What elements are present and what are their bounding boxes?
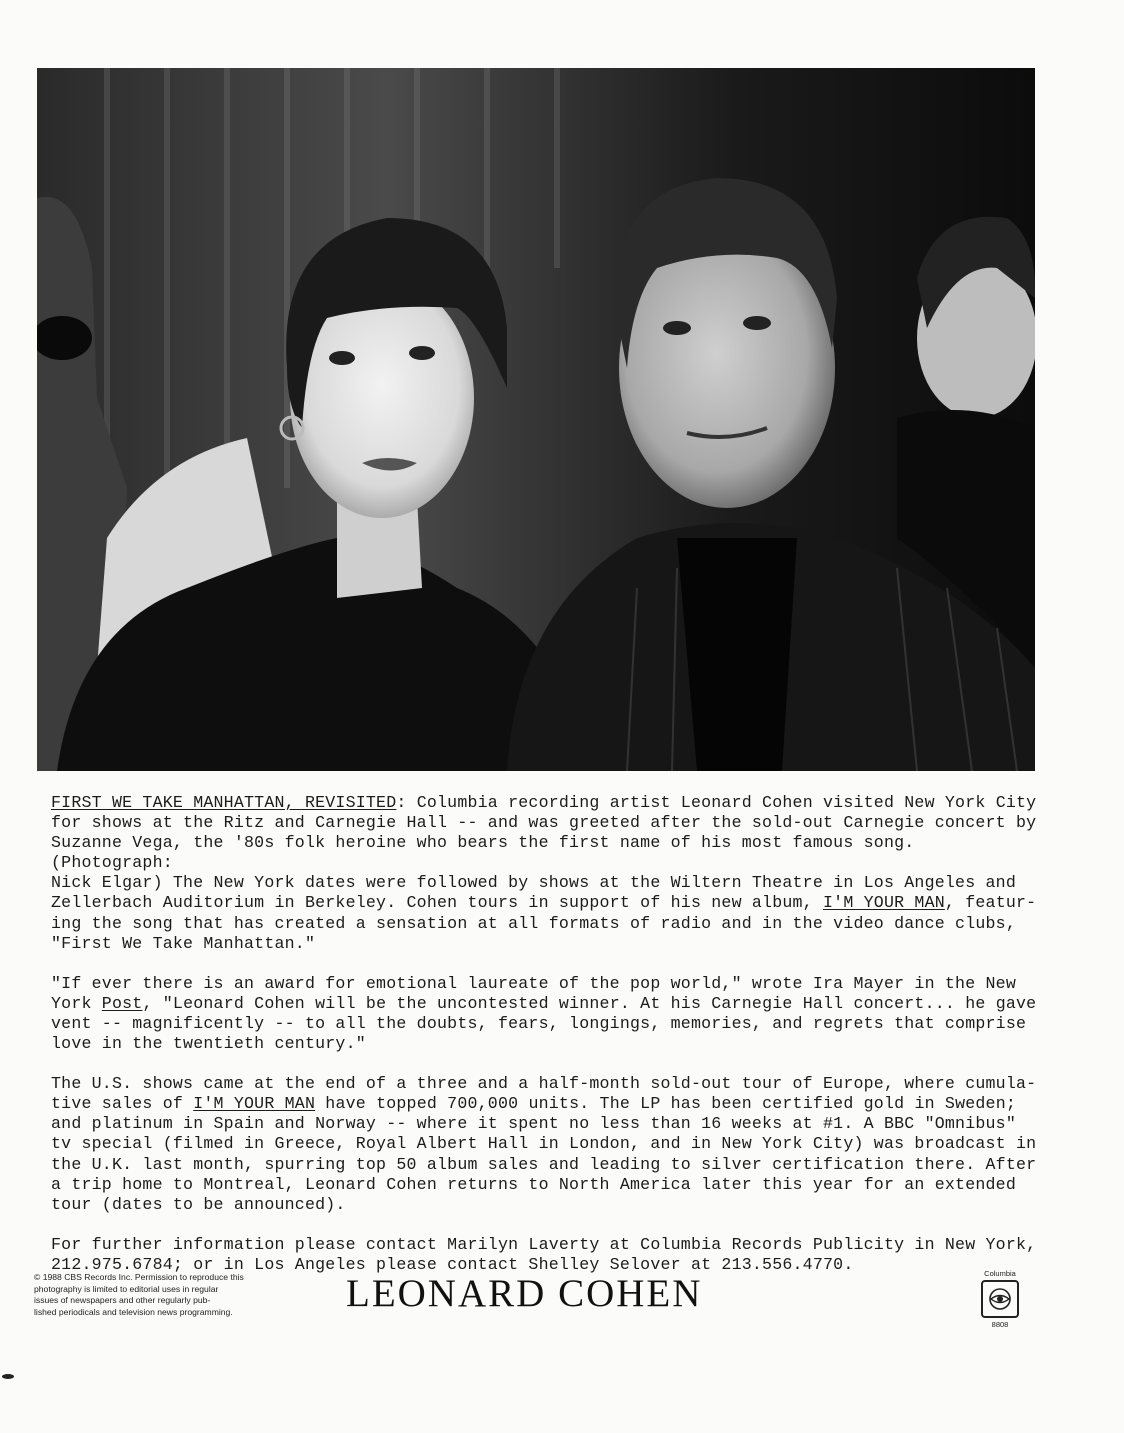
caption-p2-text-a: "If ever there is an award for emotional laureate of the pop world," wrote Ira Mayer in the New York <box>51 973 1016 1013</box>
columbia-eye-icon <box>981 1280 1019 1318</box>
copyright-line: lished periodicals and television news programming. <box>34 1306 233 1317</box>
caption-text <box>51 793 1041 1295</box>
copyright-line: © 1988 CBS Records Inc. Permission to reproduce this <box>34 1272 244 1282</box>
artist-name: LEONARD COHEN <box>346 1272 703 1315</box>
photo-illustration <box>37 68 1035 771</box>
label-name: Columbia <box>984 1269 1016 1278</box>
album-title-2: I'M YOUR MAN <box>193 1094 316 1114</box>
caption-paragraph-4: For further information please contact Marilyn Laverty at Columbia Records Publicity in New York, 212.975.6784; or in Los Angeles please contact Shelley Selover at 213.556.4770. <box>51 1234 1037 1274</box>
caption-paragraph-1 <box>51 793 1041 954</box>
publication-title: Post <box>101 993 143 1013</box>
copyright-line: issues of newspapers and other regularly pub- <box>34 1295 211 1306</box>
album-title: I'M YOUR MAN <box>823 893 945 913</box>
caption-p1-text-a: : Columbia recording artist Leonard Cohen visited New York City for shows at the Ritz and Carnegie Hall -- and was greeted after the sold-out Carnegie concert by Suzanne Vega, the '80s folk heroine who bears the first name of his most famous song. (Photograph: Nick Elgar) The New York dates were followed by shows at the Wiltern Theatre in Los Angeles and Zellerbach Auditorium in Berkeley. Cohen tours in support of his new album, <box>51 793 1037 913</box>
caption-p2-text-b: , "Leonard Cohen will be the uncontested winner. At his Carnegie Hall concert... he gave vent -- magnificently -- to all the doubts, fears, longings, memories, and regrets that comprise love in the twentieth century." <box>51 993 1037 1054</box>
caption-p1-text-b: , featur- ing the song that has created a sensation at all formats of radio and in the video dance clubs, "First We Take Manhattan." <box>51 893 1037 953</box>
press-photo <box>37 68 1035 771</box>
caption-paragraph-2 <box>51 974 1041 1054</box>
ink-mark <box>2 1374 14 1379</box>
columbia-logo <box>975 1269 1025 1329</box>
copyright-notice <box>34 1272 316 1318</box>
caption-p3-text-b: have topped 700,000 units. The LP has been certified gold in Sweden; and platinum in Spain and Norway -- where it spent no less than 16 weeks at #1. A BBC "Omnibus" tv special (filmed in Greece, Royal Albert Hall in London, and in New York City) was broadcast in the U.K. last month, spurring top 50 album sales and leading to silver certification there. After a trip home to Montreal, Leonard Cohen returns to North America later this year for an extended tour (dates to be announced). <box>51 1094 1037 1214</box>
caption-p3-text-a: The U.S. shows came at the end of a three and a half-month sold-out tour of Europe, where cumula- tive sales of <box>51 1074 1037 1114</box>
catalog-number: 8808 <box>991 1320 1009 1329</box>
copyright-line: photography is limited to editorial uses in regular <box>34 1283 219 1294</box>
caption-headline: FIRST WE TAKE MANHATTAN, REVISITED <box>51 793 397 812</box>
caption-paragraph-3 <box>51 1074 1041 1215</box>
